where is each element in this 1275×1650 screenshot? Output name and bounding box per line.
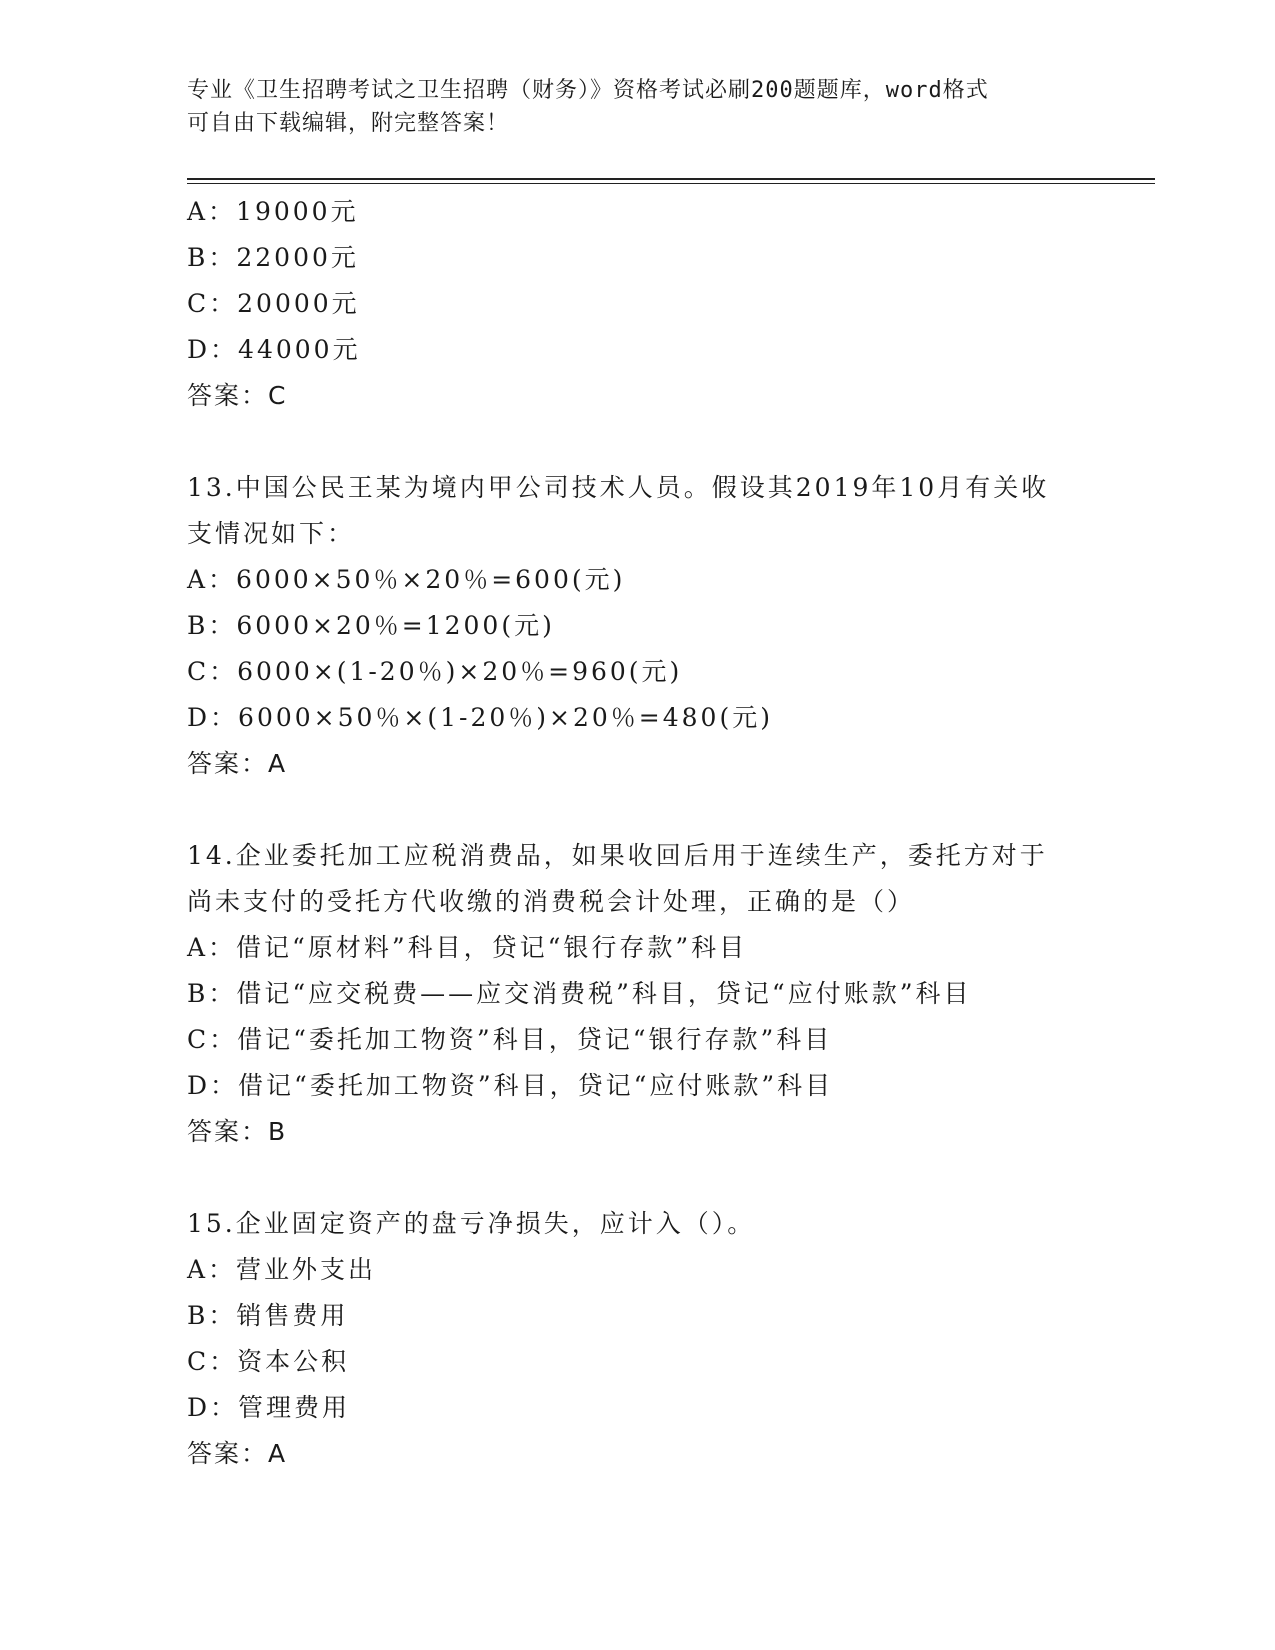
option-a: A：19000元 — [187, 197, 359, 226]
option-c: C：借记“委托加工物资”科目，贷记“银行存款”科目 — [187, 1025, 833, 1054]
header-divider-thick — [187, 178, 1155, 180]
question-13 — [187, 465, 1087, 787]
option-b: B：22000元 — [187, 243, 359, 272]
option-b: B：借记“应交税费——应交消费税”科目，贷记“应付账款”科目 — [187, 979, 972, 1008]
option-b: B：销售费用 — [187, 1301, 349, 1330]
option-c: C：资本公积 — [187, 1347, 350, 1376]
answer-line: 答案：C — [187, 381, 288, 410]
option-a: A：借记“原材料”科目，贷记“银行存款”科目 — [187, 933, 748, 962]
option-b: B：6000×20％=1200(元) — [187, 611, 555, 640]
answer-line: 答案：A — [187, 749, 288, 778]
option-c: C：6000×(1-20％)×20％=960(元) — [187, 657, 683, 686]
question-15 — [187, 1201, 1087, 1477]
header-line-1: 专业《卫生招聘考试之卫生招聘（财务）》资格考试必刷200题题库，word格式 — [187, 78, 989, 103]
question-stem-line: 尚未支付的受托方代收缴的消费税会计处理，正确的是（） — [187, 887, 916, 916]
question-stem-line: 15.企业固定资产的盘亏净损失，应计入（）。 — [187, 1209, 756, 1238]
option-d: D：管理费用 — [187, 1393, 351, 1422]
question-stem-line: 13.中国公民王某为境内甲公司技术人员。假设其2019年10月有关收 — [187, 473, 1050, 502]
option-d: D：6000×50％×(1-20％)×20％=480(元) — [187, 703, 773, 732]
option-c: C：20000元 — [187, 289, 360, 318]
option-d: D：借记“委托加工物资”科目，贷记“应付账款”科目 — [187, 1071, 834, 1100]
option-a: A：6000×50％×20％=600(元) — [187, 565, 626, 594]
question-content — [187, 189, 1087, 1477]
option-d: D：44000元 — [187, 335, 361, 364]
answer-line: 答案：B — [187, 1117, 288, 1146]
prev-question-block — [187, 189, 1087, 419]
document-header — [187, 74, 1067, 140]
header-line-2: 可自由下载编辑，附完整答案！ — [187, 111, 510, 136]
answer-line: 答案：A — [187, 1439, 288, 1468]
header-divider-thin — [187, 183, 1155, 184]
question-stem-line: 支情况如下： — [187, 519, 356, 548]
question-14 — [187, 833, 1087, 1155]
option-a: A：营业外支出 — [187, 1255, 377, 1284]
question-stem-line: 14.企业委托加工应税消费品，如果收回后用于连续生产，委托方对于 — [187, 841, 1048, 870]
